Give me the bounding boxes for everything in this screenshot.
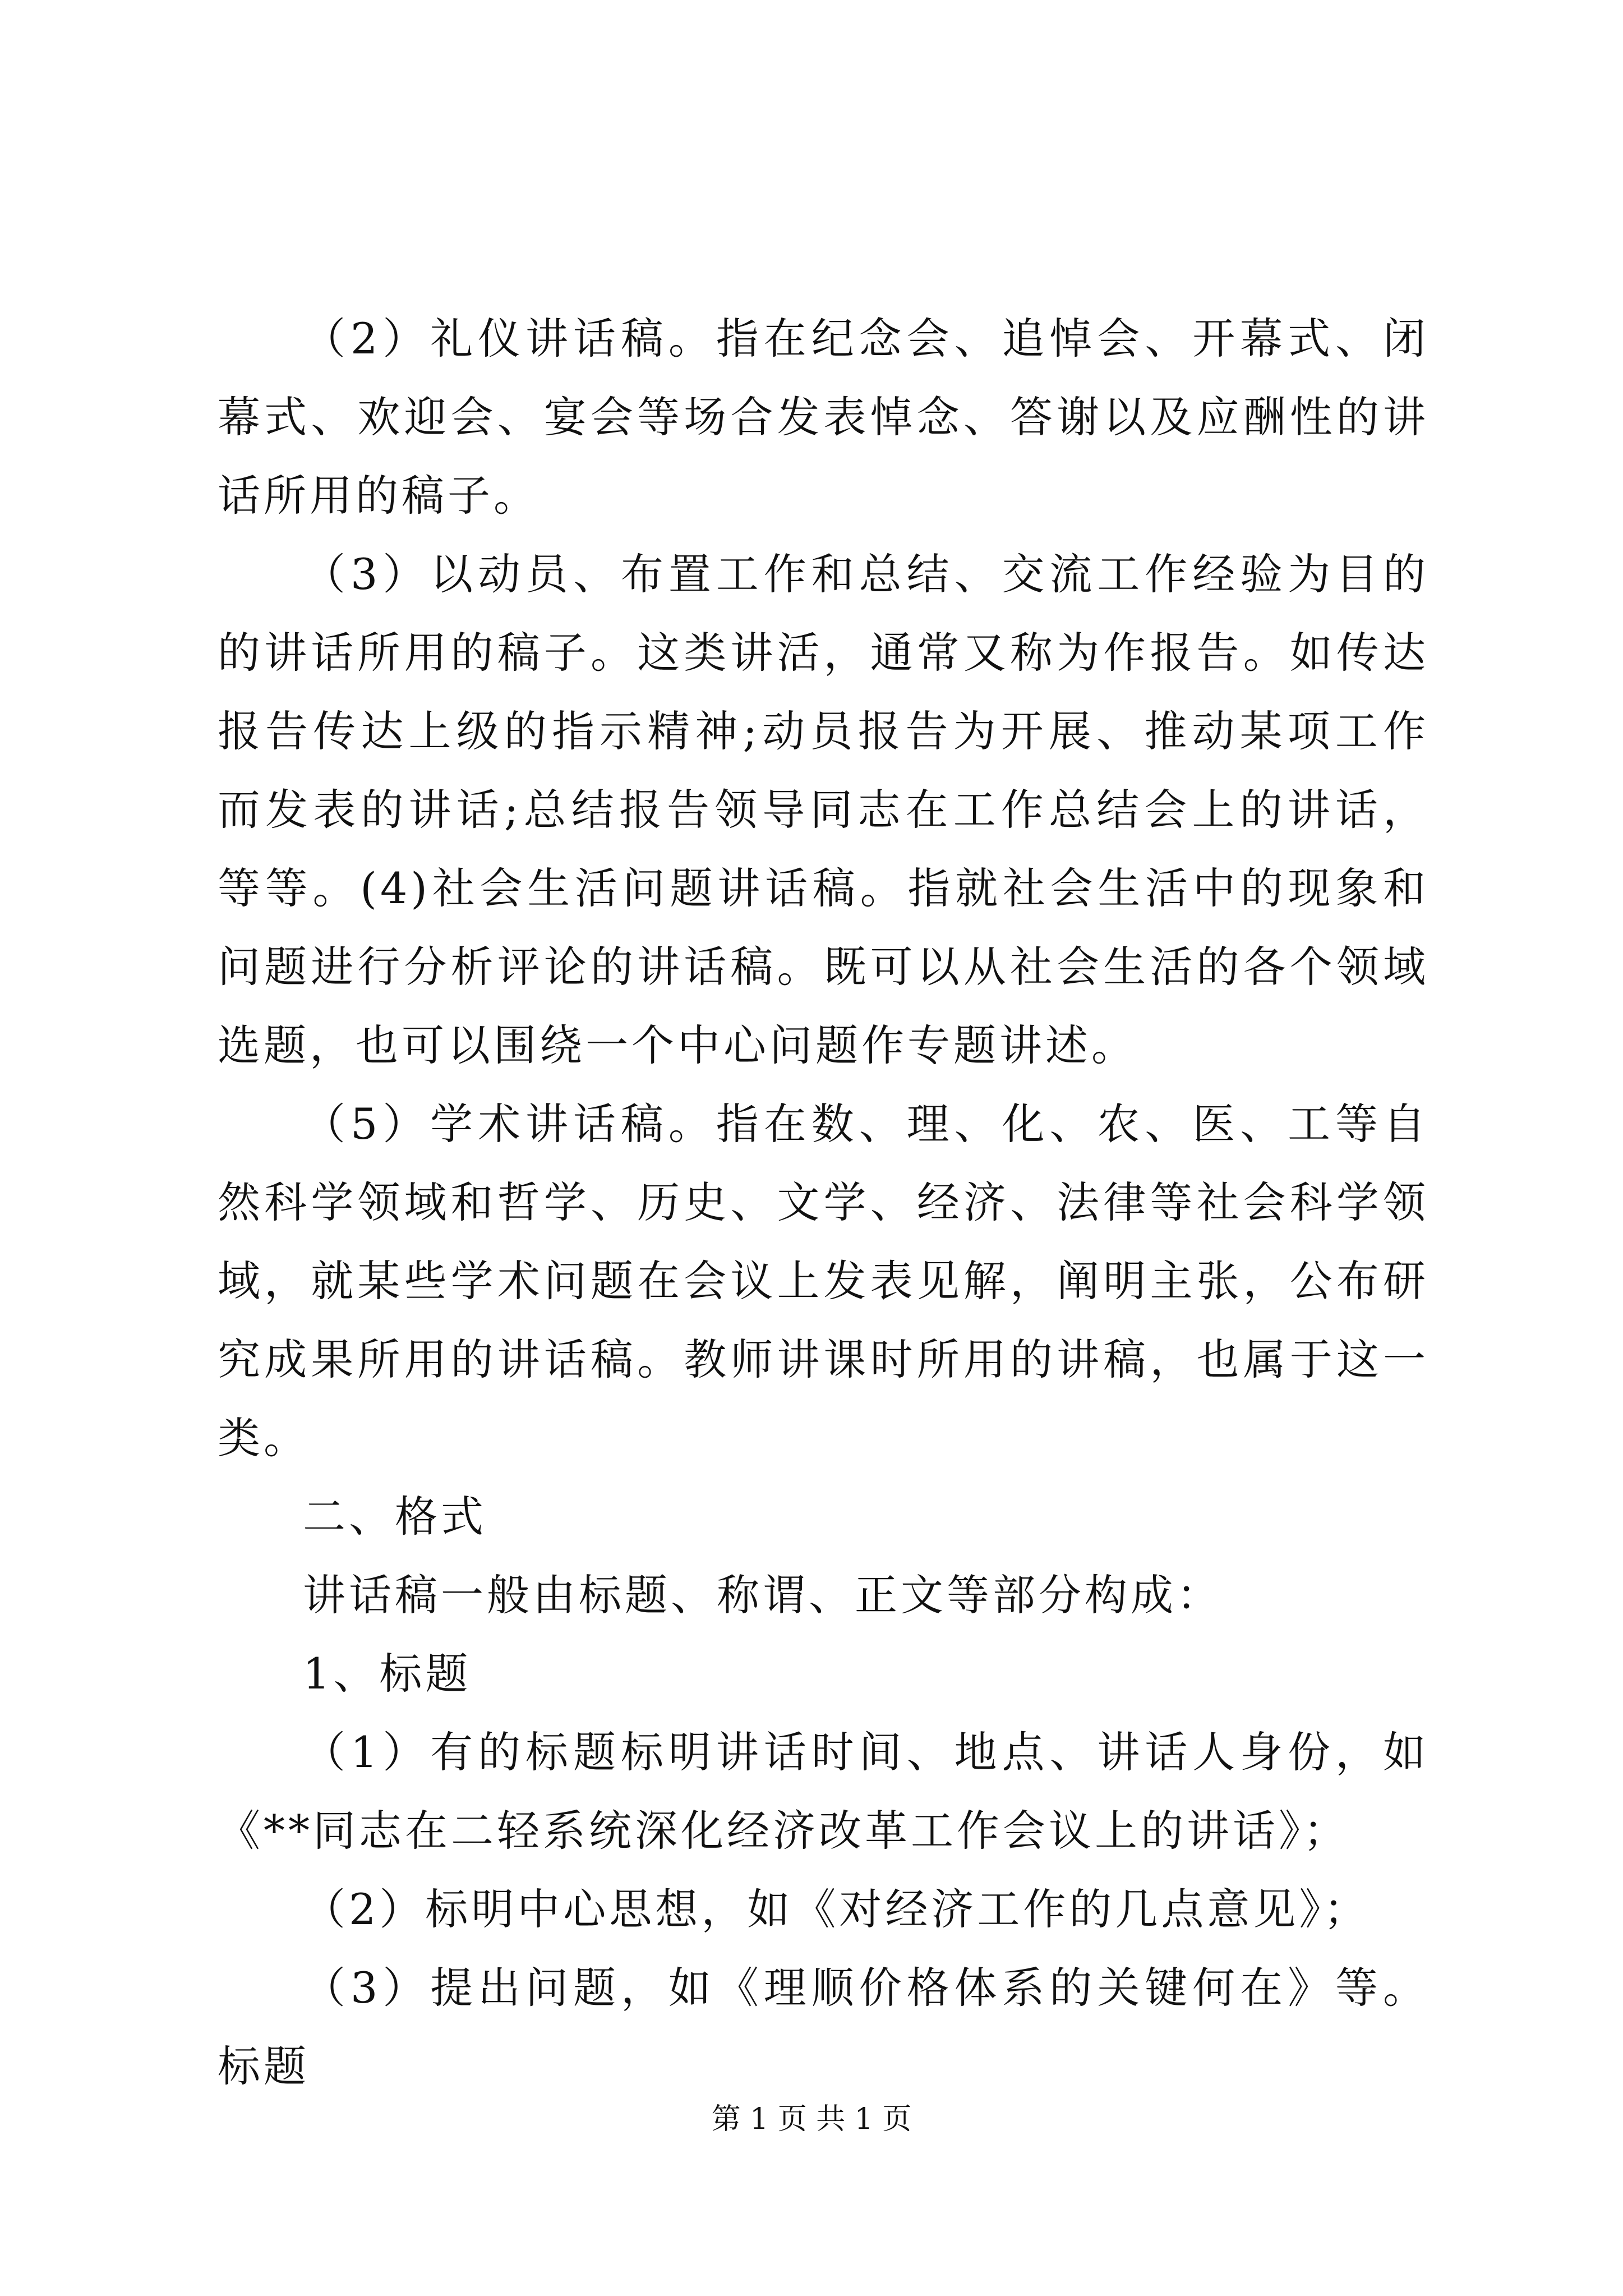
paragraph-ceremonial-speech: （2）礼仪讲话稿。指在纪念会、追悼会、开幕式、闭幕式、欢迎会、宴会等场合发表悼念、答谢以及应酬性的讲话所用的稿子。 [218, 314, 1429, 521]
paragraph-structure-intro: 讲话稿一般由标题、称谓、正文等部分构成： [303, 1570, 1223, 1620]
section-heading-format: 二、格式 [303, 1492, 487, 1542]
paragraph-work-report-speech: （3）以动员、布置工作和总结、交流工作经验为目的的讲话所用的稿子。这类讲活，通常又称为作报告。如传达报告传达上级的指示精神;动员报告为开展、推动某项工作而发表的讲话;总结报告领导同志在工作总结会上的讲话，等等。(4)社会生活问题讲话稿。指就社会生活中的现象和问题进行分析评论的讲话稿。既可以从社会生活的各个领域选题，也可以围绕一个中心问题作专题讲述。 [218, 549, 1429, 1070]
list-item-title-type-1: （1）有的标题标明讲话时间、地点、讲话人身份，如《**同志在二轻系统深化经济改革工作会议上的讲话》； [218, 1727, 1429, 1856]
subheading-title: 1、标题 [303, 1649, 472, 1699]
list-item-title-type-3: （3）提出问题，如《理顺价格体系的关键何在》等。标题 [218, 1963, 1429, 2091]
list-item-title-type-2: （2）标明中心思想，如《对经济工作的几点意见》； [303, 1884, 1370, 1934]
paragraph-academic-speech: （5）学术讲话稿。指在数、理、化、农、医、工等自然科学领域和哲学、历史、文学、经济、法律等社会科学领域，就某些学术问题在会议上发表见解，阐明主张，公布研究成果所用的讲话稿。教师讲课时所用的讲稿，也属于这一类。 [218, 1099, 1429, 1463]
page-number-label: 第 1 页 共 1 页 [711, 2102, 912, 2136]
document-body [218, 300, 1429, 2106]
page-footer [0, 2097, 1623, 2142]
